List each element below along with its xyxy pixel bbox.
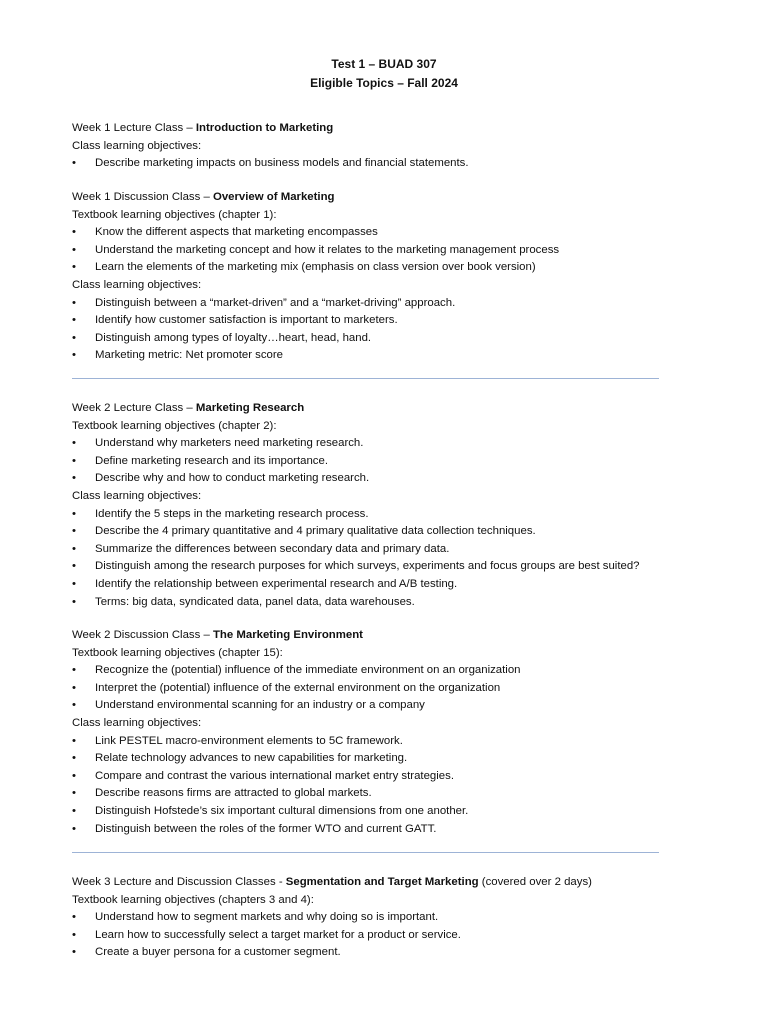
bullet-icon: • (72, 349, 76, 362)
section-week1-lecture (72, 120, 692, 173)
bullet-icon: • (72, 437, 76, 450)
group-label: Textbook learning objectives (chapter 15): (72, 646, 283, 659)
section-heading: Week 3 Lecture and Discussion Classes - Segmentation and Target Marketing (covered over 2 days) (72, 876, 592, 888)
list-item: • Understand environmental scanning for an industry or a company (72, 697, 692, 715)
section-heading: Week 1 Lecture Class – Introduction to Marketing (72, 122, 334, 134)
list-item: • Learn how to successfully select a target market for a product or service. (72, 927, 692, 945)
bullet-icon: • (72, 911, 76, 924)
section-heading: Week 1 Discussion Class – Overview of Marketing (72, 191, 335, 203)
section-heading: Week 2 Lecture Class – Marketing Research (72, 402, 305, 414)
section-week1-discussion (72, 189, 692, 365)
list-item: • Identify the 5 steps in the marketing research process. (72, 506, 692, 524)
bullet-icon: • (72, 560, 76, 573)
bullet-icon: • (72, 787, 76, 800)
list-item: • Understand why marketers need marketing research. (72, 435, 692, 453)
bullet-icon: • (72, 226, 76, 239)
list-item: • Understand the marketing concept and how it relates to the marketing management process (72, 242, 692, 260)
list-item: • Learn the elements of the marketing mix (emphasis on class version over book version) (72, 259, 692, 277)
list-item: • Summarize the differences between secondary data and primary data. (72, 541, 692, 559)
list-item: • Define marketing research and its importance. (72, 453, 692, 471)
list-item: • Marketing metric: Net promoter score (72, 347, 692, 365)
list-item: • Distinguish Hofstede’s six important cultural dimensions from one another. (72, 803, 692, 821)
bullet-icon: • (72, 822, 76, 835)
list-item: • Terms: big data, syndicated data, panel data, data warehouses. (72, 594, 692, 612)
list-item: • Understand how to segment markets and why doing so is important. (72, 909, 692, 927)
bullet-icon: • (72, 769, 76, 782)
list-item: • Recognize the (potential) influence of the immediate environment on an organization (72, 662, 692, 680)
group-label: Class learning objectives: (72, 139, 202, 152)
bullet-icon: • (72, 454, 76, 467)
group-label: Textbook learning objectives (chapter 1): (72, 208, 277, 221)
bullet-icon: • (72, 699, 76, 712)
group-label: Textbook learning objectives (chapter 2): (72, 419, 277, 432)
bullet-icon: • (72, 664, 76, 677)
bullet-icon: • (72, 314, 76, 327)
bullet-icon: • (72, 472, 76, 485)
bullet-icon: • (72, 577, 76, 590)
list-item: • Create a buyer persona for a customer segment. (72, 944, 692, 962)
section-week2-lecture (72, 400, 692, 611)
bullet-icon: • (72, 525, 76, 538)
title-line-2: Eligible Topics – Fall 2024 (310, 76, 458, 90)
bullet-icon: • (72, 157, 76, 170)
bullet-icon: • (72, 681, 76, 694)
list-item: • Describe marketing impacts on business models and financial statements. (72, 155, 692, 173)
bullet-icon: • (72, 243, 76, 256)
list-item: • Describe reasons firms are attracted to global markets. (72, 785, 692, 803)
bullet-icon: • (72, 331, 76, 344)
list-item: • Distinguish among types of loyalty…heart, head, hand. (72, 330, 692, 348)
group-label: Class learning objectives: (72, 278, 202, 291)
title-line-1: Test 1 – BUAD 307 (331, 57, 437, 71)
bullet-icon: • (72, 296, 76, 309)
section-week3-classes (72, 874, 692, 962)
list-item: • Compare and contrast the various international market entry strategies. (72, 768, 692, 786)
list-item: • Identify how customer satisfaction is important to marketers. (72, 312, 692, 330)
bullet-icon: • (72, 542, 76, 555)
list-item: • Know the different aspects that marketing encompasses (72, 224, 692, 242)
bullet-icon: • (72, 752, 76, 765)
section-week2-discussion (72, 627, 692, 838)
section-heading: Week 2 Discussion Class – The Marketing Environment (72, 629, 363, 641)
bullet-icon: • (72, 928, 76, 941)
list-item: • Distinguish between a “market-driven” and a “market-driving” approach. (72, 295, 692, 313)
list-item: • Describe why and how to conduct marketing research. (72, 470, 692, 488)
bullet-icon: • (72, 946, 76, 959)
bullet-icon: • (72, 734, 76, 747)
list-item: • Describe the 4 primary quantitative and 4 primary qualitative data collection techniques. (72, 523, 692, 541)
list-item: • Distinguish among the research purposes for which surveys, experiments and focus groups are best suited? (72, 558, 692, 576)
list-item: • Identify the relationship between experimental research and A/B testing. (72, 576, 692, 594)
group-label: Class learning objectives: (72, 716, 202, 729)
document-title (0, 55, 768, 93)
section-divider (72, 852, 659, 853)
bullet-icon: • (72, 507, 76, 520)
bullet-icon: • (72, 804, 76, 817)
list-item: • Distinguish between the roles of the former WTO and current GATT. (72, 821, 692, 839)
group-label: Class learning objectives: (72, 489, 202, 502)
bullet-icon: • (72, 595, 76, 608)
group-label: Textbook learning objectives (chapters 3 and 4): (72, 893, 314, 906)
list-item: • Link PESTEL macro-environment elements to 5C framework. (72, 733, 692, 751)
bullet-icon: • (72, 261, 76, 274)
list-item: • Relate technology advances to new capabilities for marketing. (72, 750, 692, 768)
section-divider (72, 378, 659, 379)
list-item: • Interpret the (potential) influence of the external environment on the organization (72, 680, 692, 698)
